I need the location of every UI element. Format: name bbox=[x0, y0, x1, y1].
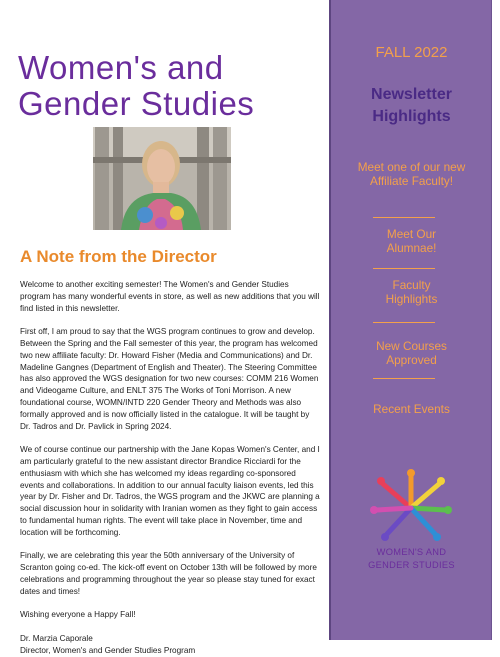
paragraph: Finally, we are celebrating this year the 50th anniversary of the University of Scranton going co-ed. The kick-off event on October 13th will be followed by more celebrations and programming throughout the year so please stay tuned for exact dates and times! bbox=[20, 551, 317, 596]
highlight-divider bbox=[373, 268, 435, 269]
section-heading: A Note from the Director bbox=[20, 247, 217, 266]
paragraph: We of course continue our partnership with the Jane Kopas Women's Center, and I am particularly grateful to the new assistant director Brandice Ricciardi for the enthusiasm with which she has welcomed my ideas regarding co-sponsored events and collaborations. In addition to our annual faculty liaison events, led this year by Dr. Fisher and Dr. Tadros, the WGS program and the JKWC are planning a social discussion hour in solidarity with Iranian women as they fight to gain access to fundamental human rights. The event will take place in November, time and location will be forthcoming. bbox=[20, 445, 320, 537]
season-label: FALL 2022 bbox=[375, 44, 448, 61]
signature-name: Dr. Marzia Caporale bbox=[20, 633, 93, 643]
director-note bbox=[20, 279, 320, 657]
director-portrait-image bbox=[93, 127, 231, 230]
newsletter-highlights-title: Newsletter Highlights bbox=[371, 86, 452, 125]
highlight-divider bbox=[373, 378, 435, 379]
newsletter-sidebar bbox=[329, 0, 492, 640]
highlight-item[interactable]: New Courses Approved bbox=[376, 339, 447, 367]
highlight-item[interactable]: Recent Events bbox=[373, 402, 450, 416]
director-photo bbox=[93, 127, 231, 230]
highlight-divider bbox=[373, 322, 435, 323]
logo-wordmark: WOMEN'S AND GENDER STUDIES bbox=[368, 547, 455, 570]
highlight-divider bbox=[373, 217, 435, 218]
paragraph: First off, I am proud to say that the WGS program continues to grow and develop. Between the Spring and the Fall semester of this year, the program has welcomed two new affiliate faculty: Dr. Howard Fisher (Media and Communications) and Dr. Madeline Gangnes (Department of English and Theater). The Steering Committee has also approved the WGS designation for two new courses: COMM 216 Women and Videogame Culture, and ENLT 375 The Works of Toni Morrison. A new foundational course, WOMN/INTD 220 Gender Theory and Methods was also formally approved and is now officially listed in the catalogue. It will be taught by Dr. Tadros and Dr. Pavlick in Spring 2024. bbox=[20, 327, 319, 431]
highlight-item[interactable]: Meet Our Alumnae! bbox=[386, 227, 437, 255]
paragraph: Welcome to another exciting semester! The Women's and Gender Studies program has many wonderful events in store, as well as new additions that you will find listed in this newsletter. bbox=[20, 280, 320, 313]
signature-role: Director, Women's and Gender Studies Program bbox=[20, 645, 196, 655]
wgs-logo-icon bbox=[366, 468, 456, 543]
newsletter-title: Women's and Gender Studies bbox=[18, 49, 255, 122]
paragraph: Wishing everyone a Happy Fall! bbox=[20, 610, 136, 620]
highlight-item[interactable]: Faculty Highlights bbox=[385, 278, 438, 306]
highlight-item[interactable]: Meet one of our new Affiliate Faculty! bbox=[357, 160, 466, 188]
